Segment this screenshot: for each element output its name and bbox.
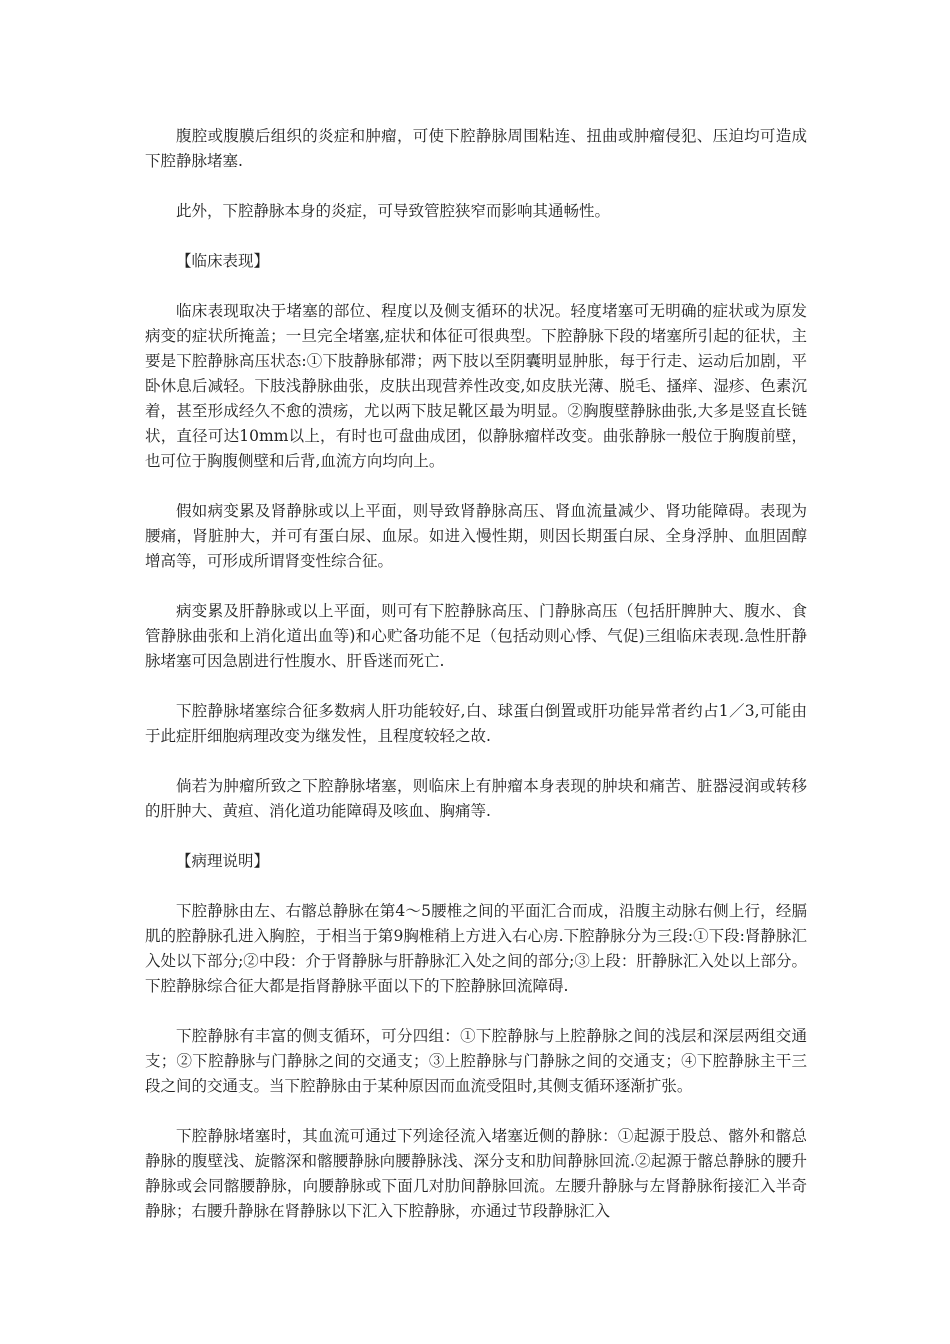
paragraph-causes: 腹腔或腹膜后组织的炎症和肿瘤，可使下腔静脉周围粘连、扭曲或肿瘤侵犯、压迫均可造成下腔静脉堵塞. bbox=[145, 127, 807, 170]
paragraph-renal-vein: 假如病变累及肾静脉或以上平面，则导致肾静脉高压、肾血流量减少、肾功能障碍。表现为腰痛，肾脏肿大，并可有蛋白尿、血尿。如进入慢性期，则因长期蛋白尿、全身浮肿、血胆固醇增高等，可形成所谓肾变性综合征。 bbox=[145, 502, 807, 570]
paragraph-clinical-symptoms: 临床表现取决于堵塞的部位、程度以及侧支循环的状况。轻度堵塞可无明确的症状或为原发病变的症状所掩盖；一旦完全堵塞,症状和体征可很典型。下腔静脉下段的堵塞所引起的征状，主要是下腔静脉高压状态:①下肢静脉郁滞；两下肢以至阴囊明显肿胀，每于行走、运动后加剧，平卧休息后减轻。下肢浅静脉曲张，皮肤出现营养性改变,如皮肤光薄、脱毛、搔痒、湿疹、色素沉着，甚至形成经久不愈的溃疡，尤以两下肢足靴区最为明显。②胸腹壁静脉曲张,大多是竖直长链状，直径可达10mm以上，有时也可盘曲成团，似静脉瘤样改变。曲张静脉一般位于胸腹前壁，也可位于胸腹侧壁和后背,血流方向均向上。 bbox=[145, 302, 807, 470]
paragraph-liver-function: 下腔静脉堵塞综合征多数病人肝功能较好,白、球蛋白倒置或肝功能异常者约占1／3,可能由于此症肝细胞病理改变为继发性，且程度较轻之故. bbox=[145, 702, 807, 745]
paragraph-blood-flow-routes: 下腔静脉堵塞时，其血流可通过下列途径流入堵塞近侧的静脉：①起源于股总、髂外和髂总静脉的腹壁浅、旋髂深和髂腰静脉向腰静脉浅、深分支和肋间静脉回流.②起源于髂总静脉的腰升静脉或会同髂腰静脉，向腰静脉或下面几对肋间静脉回流。左腰升静脉与左肾静脉衔接汇入半奇静脉；右腰升静脉在肾静脉以下汇入下腔静脉，亦通过节段静脉汇入 bbox=[145, 1127, 807, 1220]
paragraph-anatomy: 下腔静脉由左、右髂总静脉在第4～5腰椎之间的平面汇合而成，沿腹主动脉右侧上行，经膈肌的腔静脉孔进入胸腔，于相当于第9胸椎稍上方进入右心房.下腔静脉分为三段:①下段:肾静脉汇入处以下部分;②中段：介于肾静脉与肝静脉汇入处之间的部分;③上段：肝静脉汇入处以上部分。下腔静脉综合征大都是指肾静脉平面以下的下腔静脉回流障碍. bbox=[145, 902, 807, 995]
section-heading-clinical: 【临床表现】 bbox=[176, 252, 270, 270]
paragraph-inflammation: 此外，下腔静脉本身的炎症，可导致管腔狭窄而影响其通畅性。 bbox=[176, 202, 611, 220]
paragraph-tumor: 倘若为肿瘤所致之下腔静脉堵塞，则临床上有肿瘤本身表现的肿块和痛苦、脏器浸润或转移的肝肿大、黄疸、消化道功能障碍及咳血、胸痛等. bbox=[145, 777, 807, 820]
paragraph-hepatic-vein: 病变累及肝静脉或以上平面，则可有下腔静脉高压、门静脉高压（包括肝脾肿大、腹水、食管静脉曲张和上消化道出血等)和心贮备功能不足（包括动则心悸、气促)三组临床表现.急性肝静脉堵塞可因急剧进行性腹水、肝昏迷而死亡. bbox=[145, 602, 807, 670]
document-body bbox=[145, 124, 807, 1224]
paragraph-collateral: 下腔静脉有丰富的侧支循环，可分四组：①下腔静脉与上腔静脉之间的浅层和深层两组交通支；②下腔静脉与门静脉之间的交通支；③上腔静脉与门静脉之间的交通支；④下腔静脉主干三段之间的交通支。当下腔静脉由于某种原因而血流受阻时,其侧支循环逐渐扩张。 bbox=[145, 1027, 807, 1095]
section-heading-pathology: 【病理说明】 bbox=[176, 852, 270, 870]
